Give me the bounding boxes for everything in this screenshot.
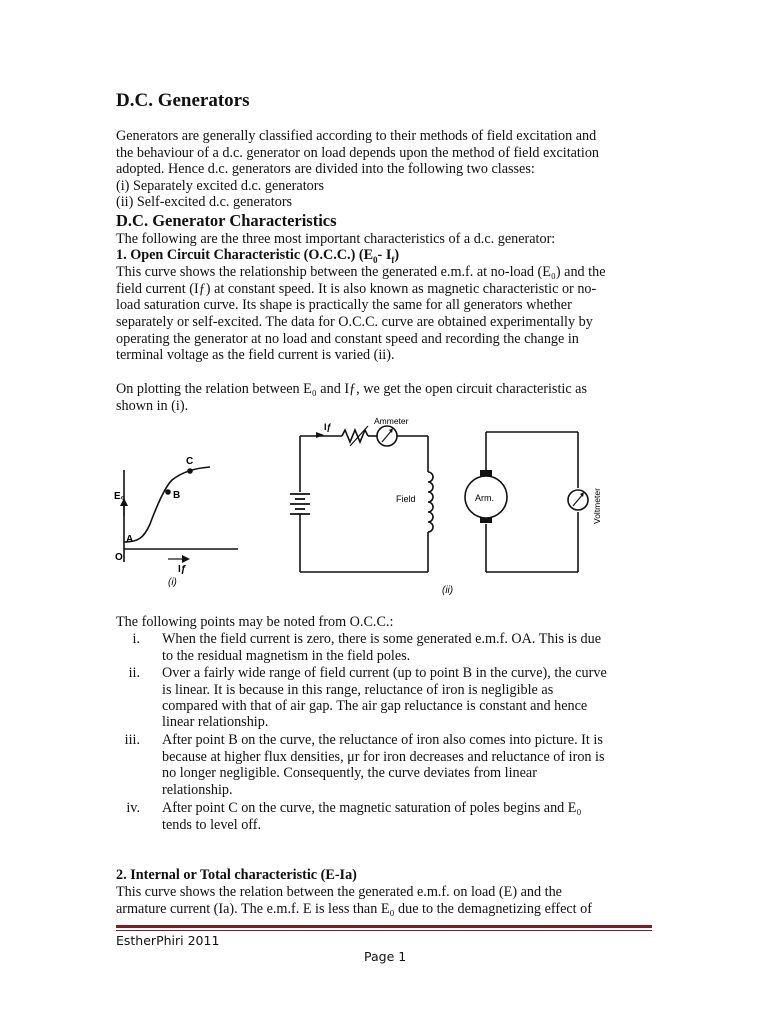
occ-para-line: separately or self-excited. The data for O.C.C. curve are obtained experimentally by bbox=[116, 314, 593, 330]
occ-para-line: This curve shows the relationship between the generated e.m.f. at no-load (E₀) and the bbox=[116, 264, 606, 280]
point-a-label: A bbox=[126, 534, 134, 545]
list-number: i. bbox=[132, 631, 140, 647]
occ-para-line: load saturation curve. Its shape is practically the same for all generators whether bbox=[116, 297, 572, 313]
list-item-line: no longer negligible. Consequently, the curve deviates from linear bbox=[162, 765, 537, 781]
page-title: D.C. Generators bbox=[116, 90, 250, 111]
internal-para-line: This curve shows the relation between the generated e.m.f. on load (E) and the bbox=[116, 884, 562, 900]
intro-line: Generators are generally classified according to their methods of field excitation and bbox=[116, 128, 597, 144]
occ-figure bbox=[110, 412, 630, 602]
intro-line: the behaviour of a d.c. generator on load depends upon the method of field excitation bbox=[116, 145, 600, 161]
occ-para-line: operating the generator at no load and constant speed and recording the change in bbox=[116, 331, 579, 347]
occ-plot-line: shown in (i). bbox=[116, 398, 189, 414]
occ-graph bbox=[120, 467, 238, 563]
footer-author: EstherPhiri 2011 bbox=[116, 933, 220, 948]
list-item-line: to the residual magnetism in the field poles. bbox=[162, 648, 411, 664]
ammeter-label: Ammeter bbox=[374, 416, 409, 426]
x-axis-label: Iƒ bbox=[178, 564, 187, 575]
point-c-marker bbox=[187, 468, 193, 474]
list-item-line: After point C on the curve, the magnetic saturation of poles begins and E₀ bbox=[162, 800, 582, 816]
point-b-marker bbox=[165, 489, 171, 495]
list-item-line: Over a fairly wide range of field current (up to point B in the curve), the curve bbox=[162, 665, 607, 681]
list-number: iv. bbox=[126, 800, 140, 816]
list-item-line: compared with that of air gap. The air gap reluctance is constant and hence bbox=[162, 698, 588, 714]
armature-label: Arm. bbox=[475, 493, 494, 503]
internal-para-line: armature current (Ia). The e.m.f. E is less than E₀ due to the demagnetizing effect of bbox=[116, 901, 592, 917]
point-c-label: C bbox=[186, 456, 194, 467]
list-item-line: tends to level off. bbox=[162, 817, 262, 833]
intro-line: (ii) Self-excited d.c. generators bbox=[116, 194, 293, 210]
point-b-label: B bbox=[173, 490, 181, 501]
section-intro: The following are the three most important characteristics of a d.c. generator: bbox=[116, 231, 556, 247]
footer-rule bbox=[116, 925, 652, 928]
voltmeter-label: Voltmeter bbox=[592, 488, 602, 524]
occ-para-line: terminal voltage as the field current is varied (ii). bbox=[116, 347, 395, 363]
origin-label: O bbox=[115, 552, 123, 563]
footer-rule-thin bbox=[116, 930, 652, 931]
list-item-line: because at higher flux densities, μr for iron decreases and reluctance of iron is bbox=[162, 749, 605, 765]
field-label: Field bbox=[396, 494, 416, 504]
points-intro: The following points may be noted from O.C.C.: bbox=[116, 614, 394, 630]
page-number: Page 1 bbox=[364, 949, 407, 964]
caption-i: (i) bbox=[168, 577, 177, 588]
battery-icon bbox=[290, 494, 310, 514]
list-item-line: is linear. It is because in this range, reluctance of iron is negligible as bbox=[162, 682, 554, 698]
voltmeter-icon bbox=[568, 490, 588, 510]
current-label: Iƒ bbox=[324, 422, 332, 432]
intro-line: (i) Separately excited d.c. generators bbox=[116, 178, 324, 194]
list-number: iii. bbox=[124, 732, 140, 748]
occ-plot-line: On plotting the relation between E₀ and Iƒ, we get the open circuit characteristic as bbox=[116, 381, 587, 397]
list-item-line: After point B on the curve, the reluctance of iron also comes into picture. It is bbox=[162, 732, 603, 748]
ammeter-icon bbox=[377, 426, 397, 446]
current-arrow-icon bbox=[316, 432, 324, 438]
caption-ii: (ii) bbox=[442, 585, 454, 596]
list-item-line: When the field current is zero, there is some generated e.m.f. OA. This is due bbox=[162, 631, 602, 647]
occ-heading: 1. Open Circuit Characteristic (O.C.C.) ($E_0-$ $I_f$) bbox=[116, 247, 400, 265]
intro-line: adopted. Hence d.c. generators are divided into the following two classes: bbox=[116, 161, 535, 177]
occ-para-line: field current (Iƒ) at constant speed. It is also known as magnetic characteristic or no- bbox=[116, 281, 597, 297]
list-number: ii. bbox=[128, 665, 140, 681]
list-item-line: relationship. bbox=[162, 782, 233, 798]
list-item-line: linear relationship. bbox=[162, 714, 269, 730]
internal-heading: 2. Internal or Total characteristic (E-Ia) bbox=[116, 867, 357, 883]
y-axis-label: E₀ bbox=[114, 491, 126, 502]
section-title: D.C. Generator Characteristics bbox=[116, 211, 337, 230]
